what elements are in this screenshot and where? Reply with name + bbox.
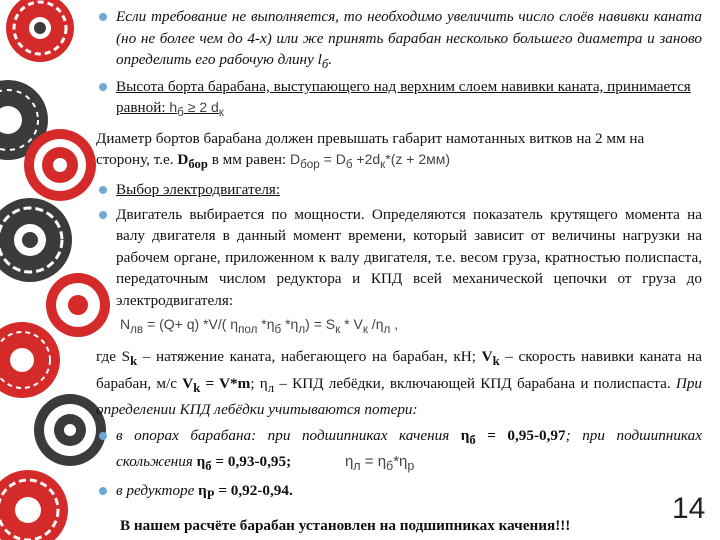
bullet-text: ; при подшипниках скольжения	[116, 426, 702, 471]
bullet-text: Двигатель выбирается по мощности. Определяются показатель крутящего момента на валу двигателя в данный момент времени, который зависит от величины нагрузки на рабочем органе, приложенном к валу двигателя, т.е. весом груза, кратностью полиспаста, передаточным числом редуктора и КПД всей механической цепочки от груза до электродвигателя:	[116, 205, 702, 309]
subscript: k	[193, 380, 201, 395]
final-text: В нашем расчёте барабан установлен на подшипниках качения!!!	[120, 516, 571, 534]
formula-part: D	[289, 151, 301, 168]
bold-text: η	[460, 426, 470, 444]
paragraph-text: где S	[96, 347, 131, 365]
subscript: к	[380, 158, 386, 172]
formula-part: +2d	[352, 151, 381, 168]
subscript: б	[469, 432, 476, 447]
formula-part: h	[169, 99, 178, 116]
subscript: бор	[188, 157, 208, 172]
formula-part: = (Q+ q) *V/( η	[143, 315, 239, 332]
formula-part: *η	[257, 315, 275, 332]
subscript: л	[298, 322, 306, 336]
list-item	[96, 480, 702, 507]
subscript: р	[407, 459, 415, 474]
subscript: б	[274, 322, 282, 336]
bullet-icon	[99, 432, 107, 440]
subscript: л	[353, 459, 361, 474]
formula-part: = η	[360, 453, 387, 471]
subscript: б	[345, 158, 353, 172]
formula-part: * V	[340, 315, 363, 332]
subscript: пол	[238, 322, 258, 336]
bullet-icon	[99, 211, 107, 219]
bold-text: = 0,92-0,94.	[214, 482, 293, 500]
bullet-text: Высота борта барабана, выступающего над верхним слоем навивки каната, принимается равной:	[116, 77, 691, 117]
bold-text: V	[481, 347, 493, 365]
subscript: б	[205, 459, 212, 474]
subscript: б	[321, 57, 329, 72]
subscript: k	[492, 354, 500, 368]
formula-part: η	[344, 453, 354, 471]
italic-text: При определении КПД лебёдки учитываются потери:	[96, 374, 703, 419]
paragraph-text: – КПД лебёдки, включающей КПД барабана и полиспаста.	[274, 374, 676, 392]
subscript: л	[267, 380, 275, 395]
paragraph-text: – натяжение каната, набегающего на барабан, кН;	[137, 347, 482, 365]
formula-part: *(z + 2мм)	[385, 151, 451, 168]
subscript: k	[130, 354, 138, 368]
page-number: 14	[672, 492, 706, 525]
paragraph-text: в мм равен:	[207, 151, 290, 169]
bullet-icon	[99, 83, 107, 91]
bullet-text: Выбор электродвигателя:	[116, 181, 281, 199]
bold-text: = V*m	[200, 374, 251, 392]
list-item	[96, 179, 702, 201]
subscript: б	[386, 459, 394, 474]
slide-content	[96, 6, 702, 536]
gear-icon	[6, 0, 74, 62]
bold-text: η	[196, 453, 206, 471]
formula-part: /η	[367, 315, 384, 332]
subscript: лв	[130, 322, 144, 336]
bullet-text: Если требование не выполняется, то необходимо увеличить число слоёв навивки каната (но не более чем до 4-х) или же принять барабан несколько большего диаметра и заново определить его рабочую длину l	[116, 8, 702, 69]
subscript: к	[362, 322, 368, 336]
subscript: Р	[206, 488, 215, 503]
paragraph	[96, 346, 702, 421]
paragraph	[96, 128, 702, 176]
gear-icon	[0, 470, 68, 540]
subscript: б	[177, 106, 184, 120]
formula-part: ) = S	[305, 315, 336, 332]
bullet-icon	[99, 186, 107, 194]
formula-dbor	[289, 151, 451, 172]
subscript: к	[335, 322, 341, 336]
subscript: л	[383, 322, 391, 336]
formula-eta	[344, 453, 415, 474]
gear-icon	[0, 322, 60, 398]
formula-part: ≥ 2 d	[183, 99, 219, 116]
bullet-text: в редукторе	[116, 482, 199, 500]
formula-part: *η	[393, 453, 408, 471]
bold-text: η	[198, 482, 207, 500]
formula-part: *η	[281, 315, 299, 332]
punct: .	[328, 51, 333, 69]
paragraph-text: ; η	[250, 374, 268, 392]
formula-part: ,	[390, 315, 399, 332]
list-item	[96, 6, 702, 76]
bullet-text: в опорах барабана: при подшипниках качения	[116, 426, 461, 444]
formula-part: N	[120, 315, 131, 332]
bold-text: = 0,93-0,95;	[211, 453, 292, 471]
formula-power	[96, 314, 702, 340]
gear-icon	[24, 129, 96, 201]
list-item	[96, 425, 702, 478]
list-item	[96, 76, 702, 124]
final-note	[96, 515, 702, 537]
gear-icon	[0, 198, 72, 282]
paragraph-text: – скорость навивки каната на барабан, м/с	[96, 347, 702, 392]
bold-text: V	[182, 374, 194, 392]
list-item	[96, 204, 702, 312]
subscript: бор	[300, 158, 320, 172]
formula-part: = D	[319, 151, 346, 168]
paragraph-text: Диаметр бортов барабана должен превышать габарит намотанных витков на 2 мм на сторону, т.е.	[96, 129, 645, 169]
bullet-icon	[99, 13, 107, 21]
gear-decoration	[0, 0, 110, 540]
bold-text: = 0,95-0,97	[475, 426, 566, 444]
formula-h	[169, 99, 224, 120]
bold-text: D	[177, 151, 189, 169]
subscript: к	[218, 106, 224, 120]
bullet-icon	[99, 487, 107, 495]
